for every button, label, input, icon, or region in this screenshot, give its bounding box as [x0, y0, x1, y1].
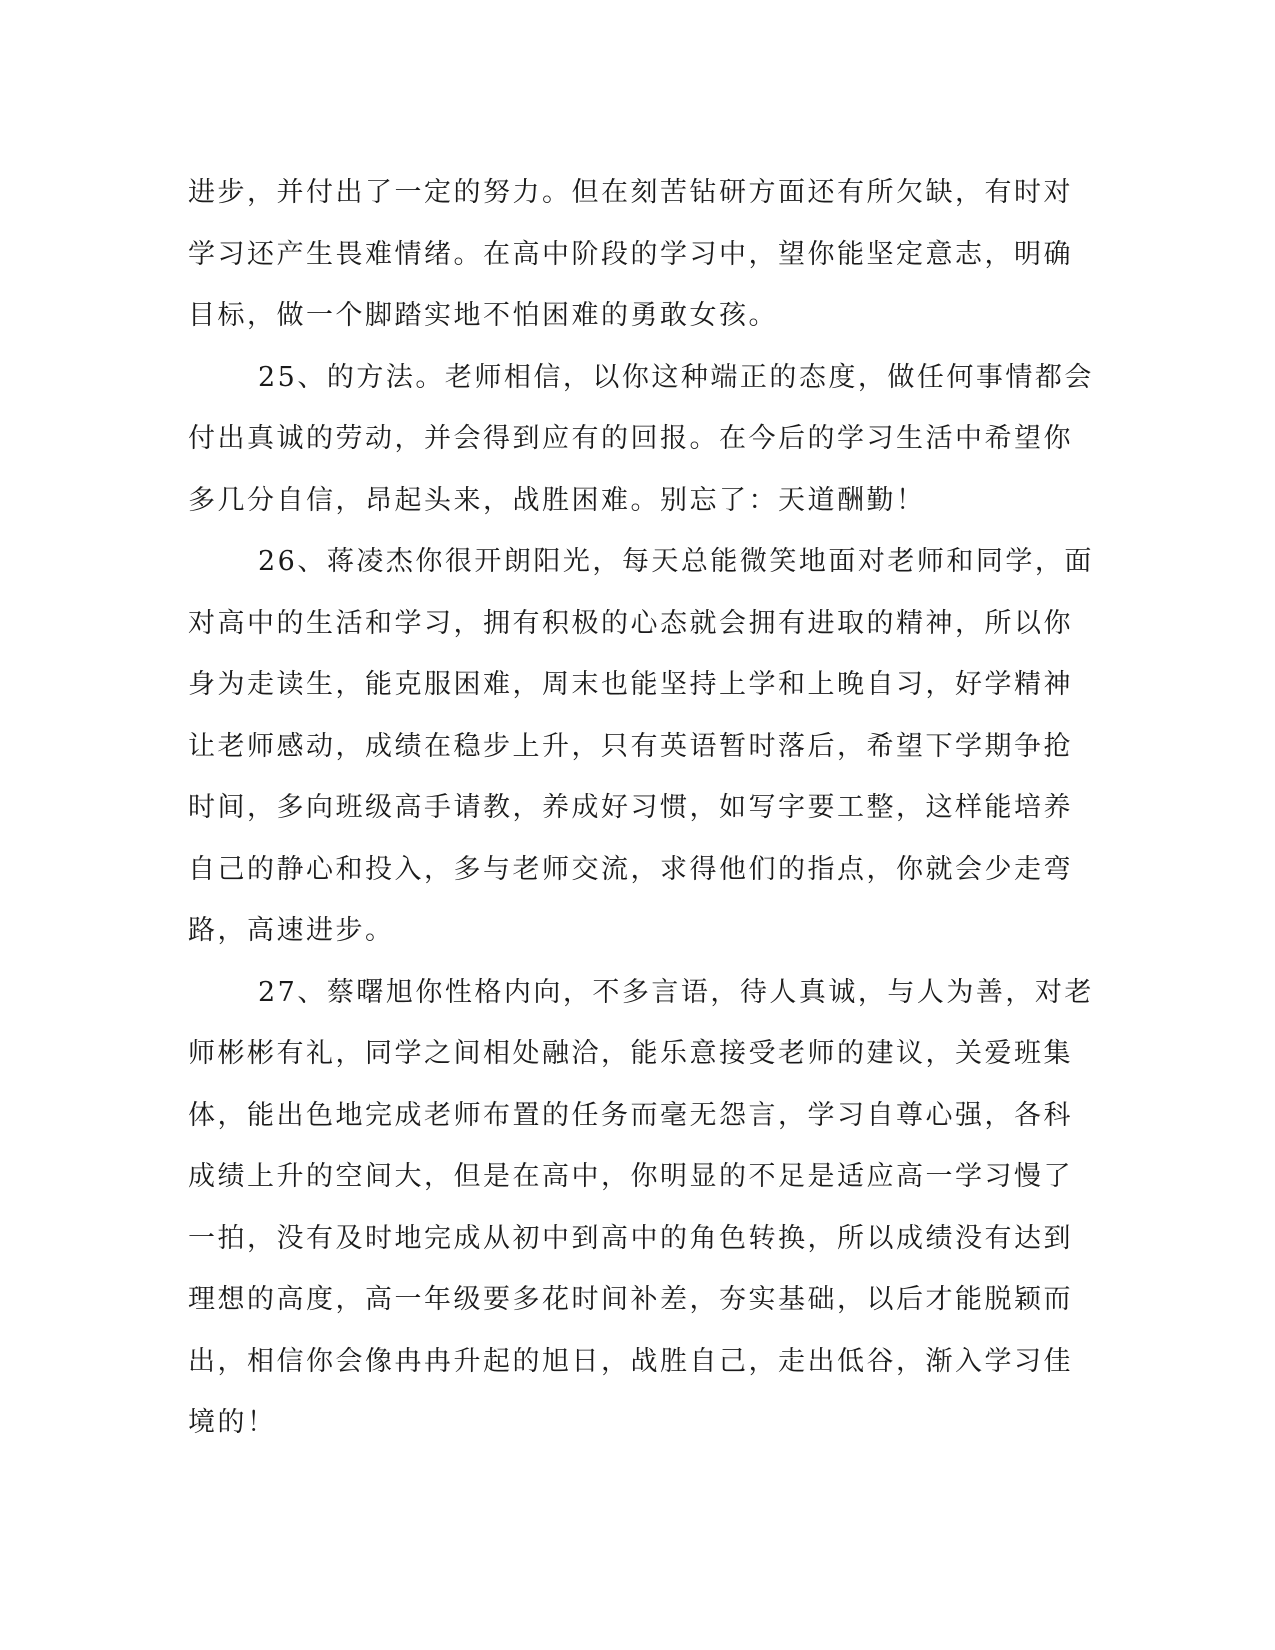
paragraph-continuation [188, 162, 1073, 347]
text-line: 出，相信你会像冉冉升起的旭日，战胜自己，走出低谷，渐入学习佳 [188, 1345, 1073, 1377]
paragraph-27 [188, 962, 1094, 1454]
paragraph-26 [188, 531, 1094, 962]
text-line: 付出真诚的劳动，并会得到应有的回报。在今后的学习生活中希望你 [188, 423, 1073, 454]
text-line: 理想的高度，高一年级要多花时间补差，夯实基础，以后才能脱颖而 [188, 1284, 1073, 1315]
text-line: 对高中的生活和学习，拥有积极的心态就会拥有进取的精神，所以你 [188, 607, 1073, 639]
text-line: 进步，并付出了一定的努力。但在刻苦钻研方面还有所欠缺，有时对 [188, 177, 1073, 208]
text-line: 体，能出色地完成老师布置的任务而毫无怨言，学习自尊心强，各科 [188, 1099, 1073, 1131]
text-line: 26、蒋凌杰你很开朗阳光，每天总能微笑地面对老师和同学，面 [258, 546, 1094, 577]
text-line: 多几分自信，昂起头来，战胜困难。别忘了：天道酬勤！ [188, 484, 926, 516]
text-line: 师彬彬有礼，同学之间相处融洽，能乐意接受老师的建议，关爱班集 [188, 1038, 1073, 1069]
text-line: 27、蔡曙旭你性格内向，不多言语，待人真诚，与人为善，对老 [258, 976, 1094, 1008]
document-body [188, 162, 1094, 1454]
paragraph-25 [188, 347, 1094, 532]
text-line: 25、的方法。老师相信，以你这种端正的态度，做任何事情都会 [258, 361, 1094, 393]
text-line: 一拍，没有及时地完成从初中到高中的角色转换，所以成绩没有达到 [188, 1222, 1073, 1254]
text-line: 让老师感动，成绩在稳步上升，只有英语暂时落后，希望下学期争抢 [188, 730, 1073, 762]
text-line: 自己的静心和投入，多与老师交流，求得他们的指点，你就会少走弯 [188, 853, 1073, 885]
text-line: 学习还产生畏难情绪。在高中阶段的学习中，望你能坚定意志，明确 [188, 238, 1073, 270]
text-line: 成绩上升的空间大，但是在高中，你明显的不足是适应高一学习慢了 [188, 1161, 1073, 1192]
text-line: 身为走读生，能克服困难，周末也能坚持上学和上晚自习，好学精神 [188, 669, 1073, 700]
text-line: 目标，做一个脚踏实地不怕困难的勇敢女孩。 [188, 300, 778, 331]
text-line: 路，高速进步。 [188, 915, 395, 946]
text-line: 时间，多向班级高手请教，养成好习惯，如写字要工整，这样能培养 [188, 792, 1073, 823]
text-line: 境的！ [188, 1407, 277, 1438]
